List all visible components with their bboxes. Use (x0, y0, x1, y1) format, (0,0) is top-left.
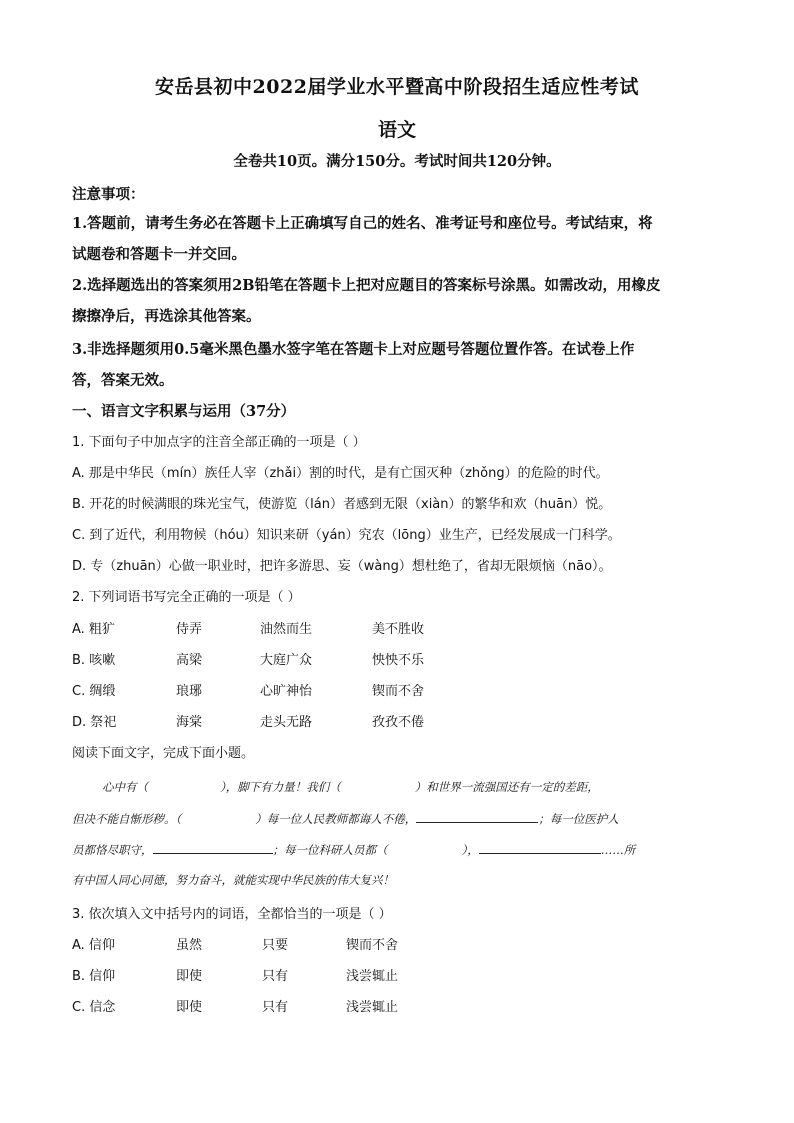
passage-line (102, 779, 599, 795)
passage-line: 有中国人同心同德，努力奋斗，就能实现中华民族的伟大复兴！ (72, 873, 394, 887)
question-3-option-row (72, 996, 456, 1015)
option-cell: A. 粗犷 (72, 622, 115, 637)
option-cell: 只有 (262, 1000, 289, 1015)
option-cell: 浅尝辄止 (346, 1000, 399, 1015)
passage-text: 心中有（ (102, 780, 148, 794)
notice-line: 2.选择题选出的答案须用2B铅笔在答题卡上把对应题目的答案标号涂黑。如需改动，用橡皮 (72, 277, 661, 294)
question-2-option-row (72, 649, 482, 668)
answer-blank (416, 810, 538, 823)
option-cell: A. 信仰 (72, 938, 115, 953)
section-title: 一、语言文字积累与运用（37分） (72, 403, 296, 420)
option-cell: 锲而不舍 (372, 684, 425, 699)
reading-intro: 阅读下面文字，完成下面小题。 (72, 746, 255, 761)
question-3-option-row (72, 934, 456, 953)
option-cell: 高梁 (176, 653, 203, 668)
answer-blank (479, 841, 601, 854)
question-1-stem: 1. 下面句子中加点字的注音全部正确的一项是（ ） (72, 435, 366, 450)
option-cell: C. 绸缎 (72, 684, 116, 699)
option-cell: C. 信念 (72, 1000, 116, 1015)
passage-text: ）每一位人民教师都诲人不倦， (255, 812, 417, 826)
passage-text: 员都恪尽职守， (72, 843, 153, 857)
option-cell: 油然而生 (260, 622, 313, 637)
passage-text: ）和世界一流强国还有一定的差距， (414, 780, 599, 794)
option-cell: 只有 (262, 969, 289, 984)
option-cell: 浅尝辄止 (346, 969, 399, 984)
passage-text: 但决不能自惭形秽。（ (72, 812, 182, 826)
option-cell: 侍弄 (176, 622, 203, 637)
question-1-option-b: B. 开花的时候满眼的珠光宝气，使游览（lán）者感到无限（xiàn）的繁华和欢（huān）悦。 (72, 497, 612, 512)
option-cell: 琅琊 (176, 684, 203, 699)
question-2-stem: 2. 下列词语书写完全正确的一项是（ ） (72, 590, 301, 605)
answer-blank (153, 841, 273, 854)
option-cell: 即使 (176, 969, 203, 984)
notice-line: 试题卷和答题卡一并交回。 (72, 246, 246, 263)
notice-line: 1.答题前，请考生务必在答题卡上正确填写自己的姓名、准考证号和座位号。考试结束，将 (72, 215, 653, 232)
option-cell: 即使 (176, 1000, 203, 1015)
passage-line (72, 810, 619, 827)
question-1-option-c: C. 到了近代，利用物候（hóu）知识来研（yán）究农（lōng）业生产，已经发展成一门科学。 (72, 528, 621, 543)
passage-text: ……所 (600, 843, 636, 857)
option-cell: 锲而不舍 (346, 938, 399, 953)
passage-line (72, 841, 635, 858)
passage-text: ；每一位医护人 (538, 812, 619, 826)
question-2-option-row (72, 680, 482, 699)
notice-heading: 注意事项： (72, 186, 145, 203)
exam-subject: 语文 (377, 119, 416, 141)
notice-line: 3.非选择题须用0.5毫米黑色墨水签字笔在答题卡上对应题号答题位置作答。在试卷上作 (72, 341, 635, 358)
notice-line: 擦擦净后，再选涂其他答案。 (72, 308, 261, 325)
option-cell: B. 信仰 (72, 969, 116, 984)
exam-info: 全卷共10页。满分150分。考试时间共120分钟。 (233, 153, 561, 170)
notice-line: 答，答案无效。 (72, 372, 174, 389)
option-cell: 只要 (262, 938, 289, 953)
option-cell: 怏怏不乐 (372, 653, 425, 668)
option-cell: 海棠 (176, 715, 203, 730)
option-cell: B. 咳嗽 (72, 653, 116, 668)
question-3-option-row (72, 965, 456, 984)
question-2-option-row (72, 711, 482, 730)
passage-text: ），脚下有力量！我们（ (220, 780, 341, 794)
option-cell: 大庭广众 (260, 653, 313, 668)
question-1-option-a: A. 那是中华民（mín）族任人宰（zhǎi）割的时代，是有亡国灭种（zhǒng）的危险的时代。 (72, 466, 609, 481)
passage-text: ；每一位科研人员都（ (272, 843, 388, 857)
question-3-stem: 3. 依次填入文中括号内的词语，全都恰当的一项是（ ） (72, 907, 392, 922)
option-cell: D. 祭祀 (72, 715, 117, 730)
option-cell: 美不胜收 (372, 622, 425, 637)
option-cell: 心旷神怡 (260, 684, 313, 699)
exam-title: 安岳县初中2022届学业水平暨高中阶段招生适应性考试 (155, 76, 639, 98)
question-1-option-d: D. 专（zhuān）心做一职业时，把许多游思、妄（wàng）想杜绝了，省却无限烦恼（nāo）。 (72, 559, 612, 574)
option-cell: 走头无路 (260, 715, 313, 730)
passage-text: ）， (461, 843, 479, 857)
option-cell: 孜孜不倦 (372, 715, 425, 730)
question-2-option-row (72, 618, 482, 637)
option-cell: 虽然 (176, 938, 203, 953)
